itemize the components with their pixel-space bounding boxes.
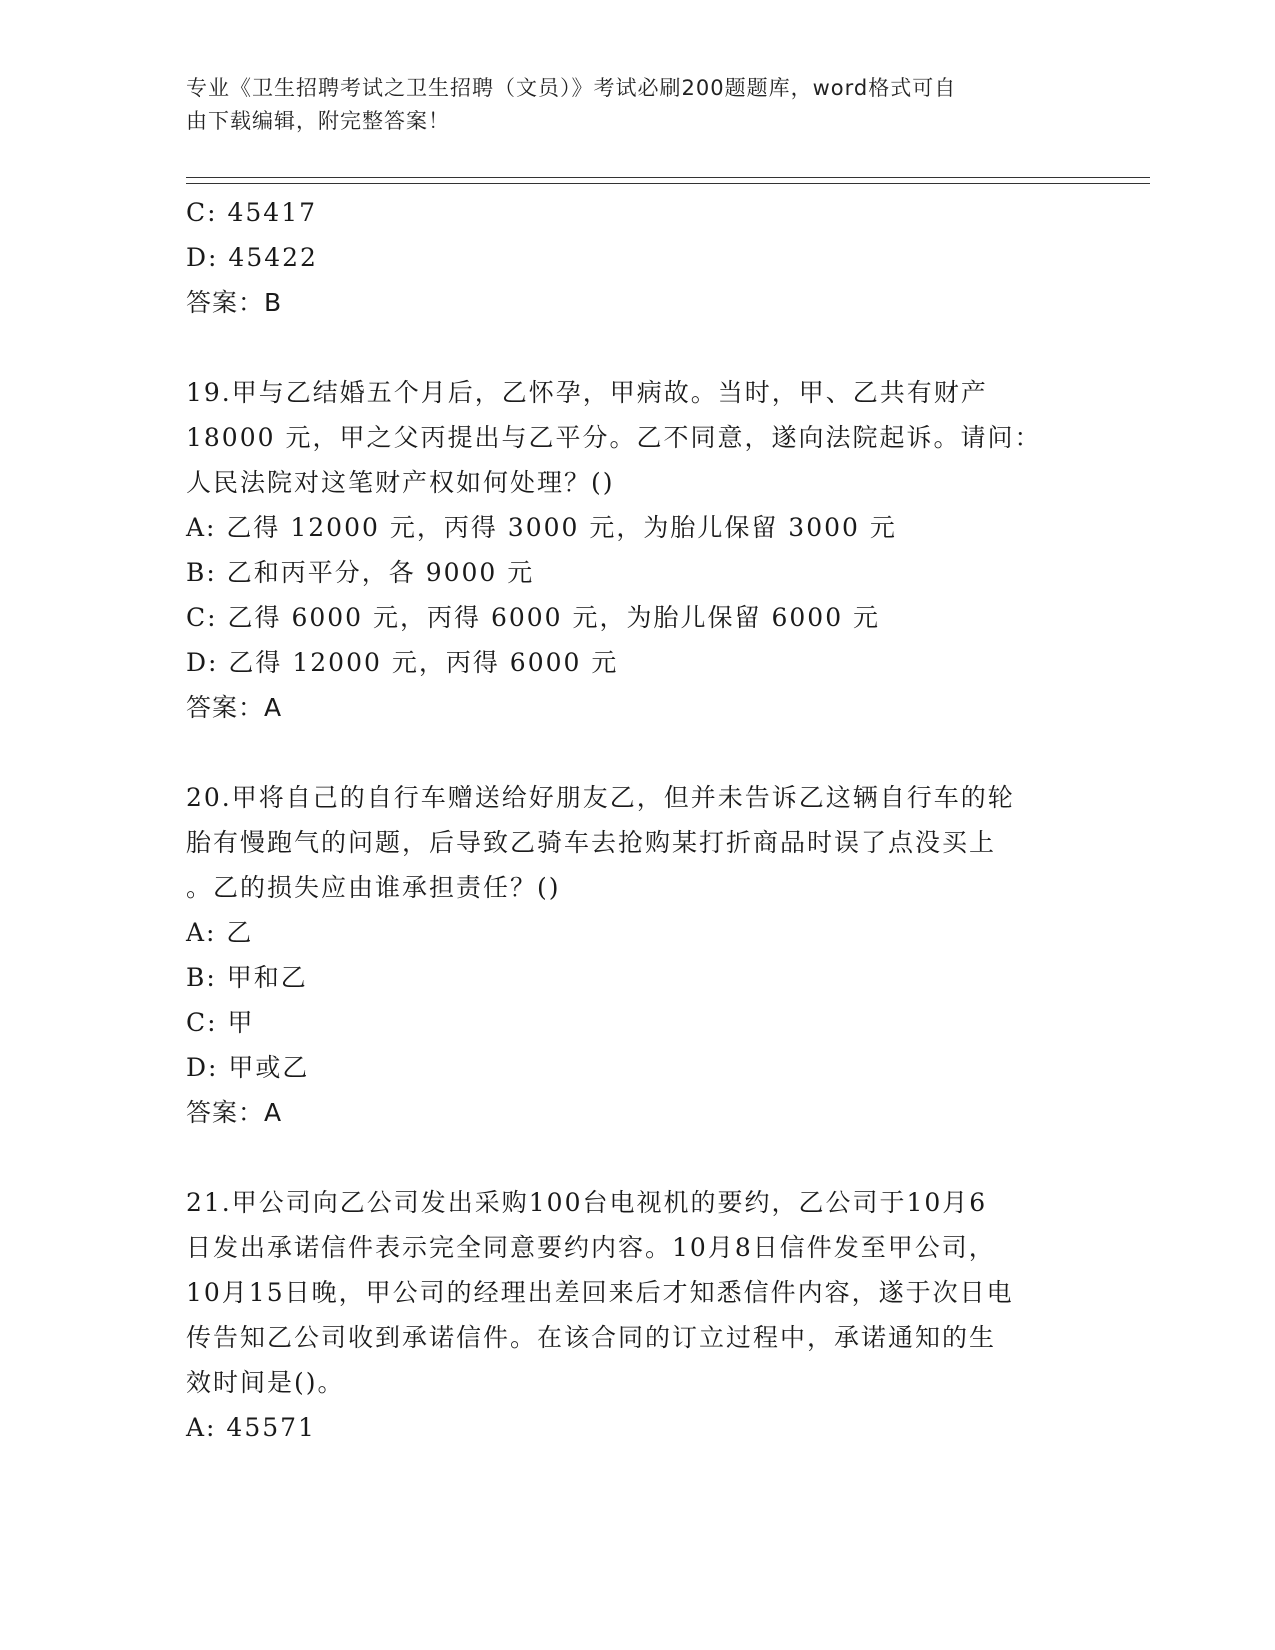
question-18-tail (186, 190, 1086, 325)
question-line: 20.甲将自己的自行车赠送给好朋友乙，但并未告诉乙这辆自行车的轮 (186, 783, 1015, 812)
question-line: 19.甲与乙结婚五个月后，乙怀孕，甲病故。当时，甲、乙共有财产 (186, 378, 988, 407)
spacer (186, 325, 1086, 370)
answer-line: 答案：B (186, 288, 283, 317)
option-d: D: 45422 (186, 243, 318, 272)
option-a: A: 45571 (186, 1413, 316, 1442)
question-text (186, 370, 1086, 505)
question-text (186, 1180, 1086, 1405)
option-d: D: 甲或乙 (186, 1053, 310, 1082)
option-d: D: 乙得 12000 元，丙得 6000 元 (186, 648, 619, 677)
header-divider-top (186, 177, 1150, 178)
answer-line: 答案：A (186, 693, 283, 722)
question-line: 。乙的损失应由谁承担责任？() (186, 873, 561, 902)
question-19 (186, 370, 1086, 730)
document-body (186, 190, 1086, 1450)
answer-line: 答案：A (186, 1098, 283, 1127)
spacer (186, 730, 1086, 775)
question-line: 胎有慢跑气的问题，后导致乙骑车去抢购某打折商品时误了点没买上 (186, 828, 997, 857)
option-c: C: 乙得 6000 元，丙得 6000 元，为胎儿保留 6000 元 (186, 603, 881, 632)
header-line-1: 专业《卫生招聘考试之卫生招聘（文员）》考试必刷200题题库，word格式可自 (186, 76, 957, 100)
header-divider-bottom (186, 183, 1150, 184)
question-21 (186, 1180, 1086, 1450)
spacer (186, 1135, 1086, 1180)
option-a: A: 乙得 12000 元，丙得 3000 元，为胎儿保留 3000 元 (186, 513, 897, 542)
page-header (186, 72, 1066, 138)
header-line-2: 由下载编辑，附完整答案！ (186, 109, 450, 133)
question-text (186, 775, 1086, 910)
question-line: 10月15日晚，甲公司的经理出差回来后才知悉信件内容，遂于次日电 (186, 1278, 1014, 1307)
question-20 (186, 775, 1086, 1135)
question-line: 日发出承诺信件表示完全同意要约内容。10月8日信件发至甲公司， (186, 1233, 996, 1262)
question-line: 传告知乙公司收到承诺信件。在该合同的订立过程中，承诺通知的生 (186, 1323, 997, 1352)
option-a: A: 乙 (186, 918, 254, 947)
option-b: B: 甲和乙 (186, 963, 308, 992)
option-c: C: 甲 (186, 1008, 255, 1037)
question-line: 18000 元，甲之父丙提出与乙平分。乙不同意，遂向法院起诉。请问： (186, 423, 1042, 452)
option-c: C: 45417 (186, 198, 318, 227)
question-line: 人民法院对这笔财产权如何处理？() (186, 468, 615, 497)
question-line: 效时间是()。 (186, 1368, 345, 1397)
option-b: B: 乙和丙平分，各 9000 元 (186, 558, 535, 587)
question-line: 21.甲公司向乙公司发出采购100台电视机的要约，乙公司于10月6 (186, 1188, 988, 1217)
